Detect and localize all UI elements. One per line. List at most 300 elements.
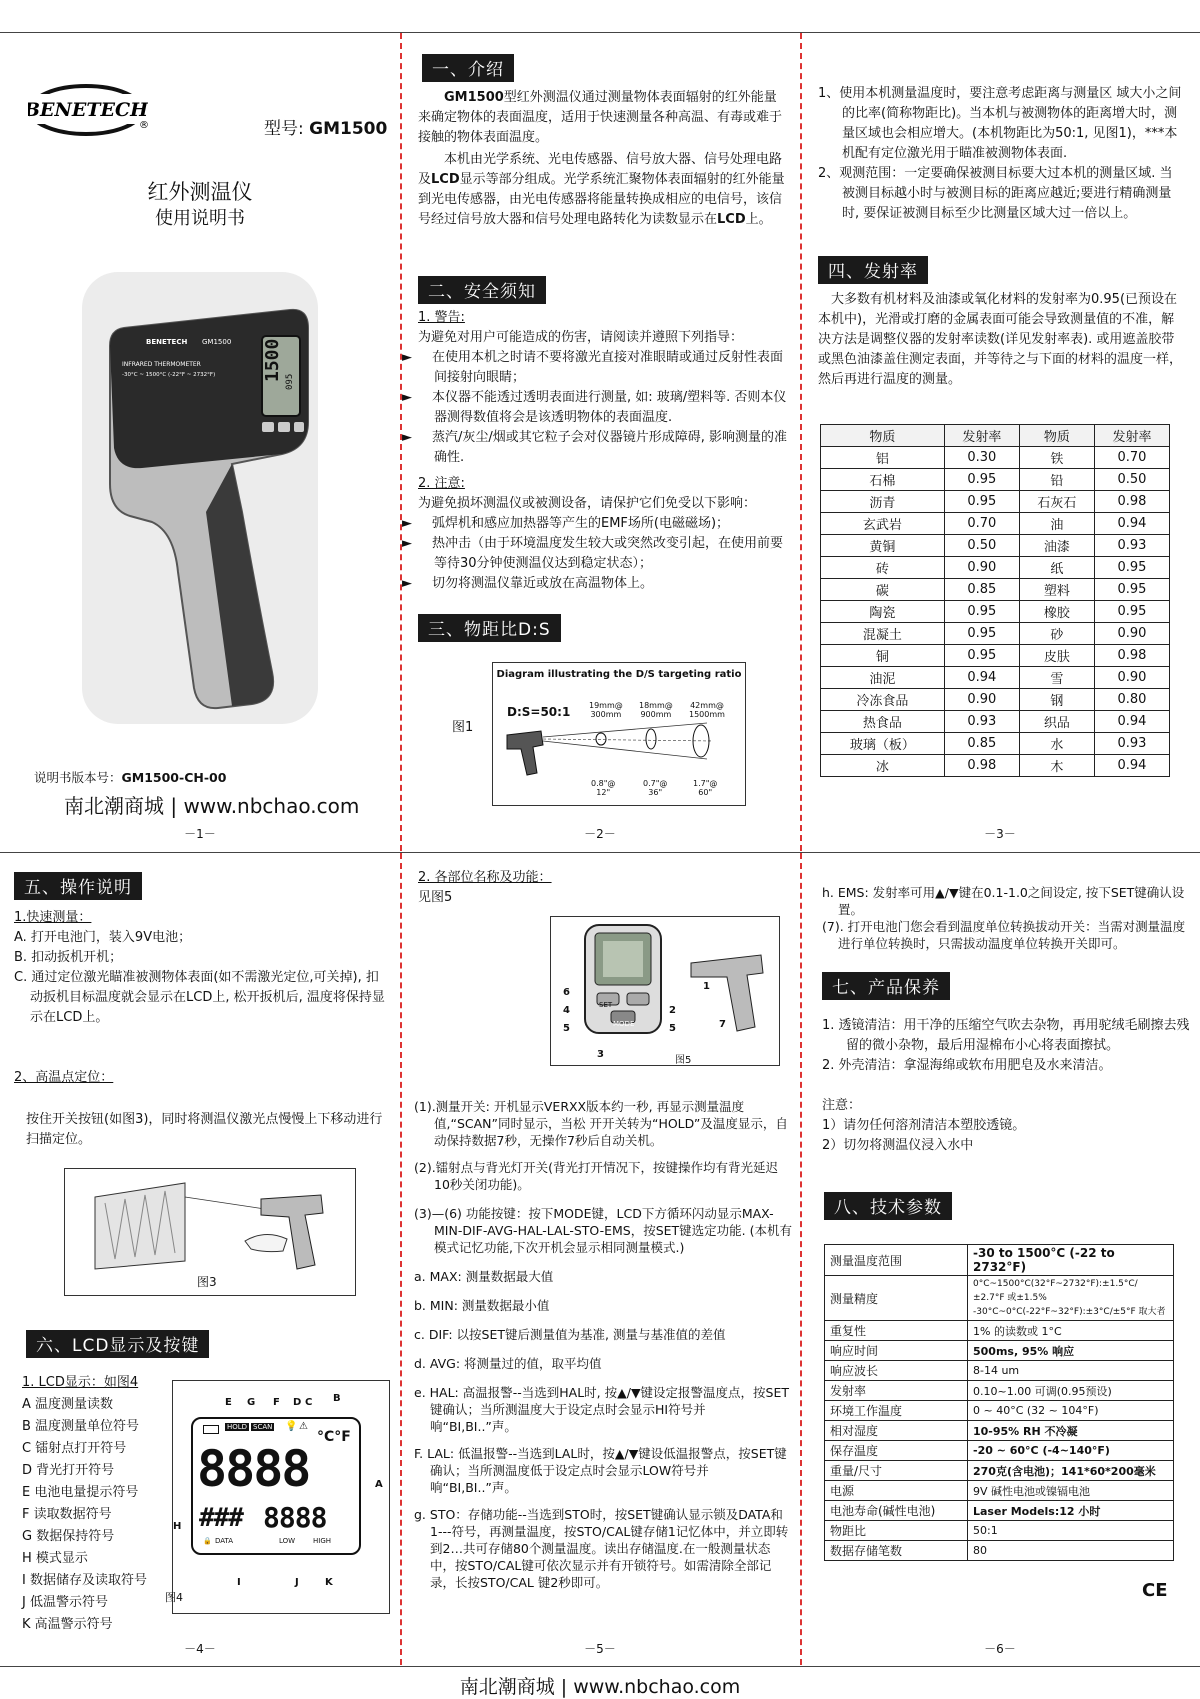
section-lcd-heading: 六、LCD显示及按键 [26,1330,209,1358]
function-item: e. HAL: 高温报警--当选到HAL时, 按▲/▼键设定报警温度点，按SET键确认；当所测温度大于设定点时会显示HI符号并响“BI,BI..”声。 [414,1385,790,1434]
intro-text-2c: 上。 [745,212,772,227]
fig5-callout: 1 [703,981,710,992]
table-cell: 沥青 [821,491,945,513]
spec-label: 发射率 [825,1381,968,1401]
table-cell: 砂 [1019,623,1094,645]
table-header-row [821,425,1170,447]
table-row [825,1245,1174,1276]
lcd-legend-item: F 读取数据符号 [22,1507,112,1522]
lcd-sub-digits: 8888 [263,1501,327,1534]
function-item: F. LAL: 低温报警--当选到LAL时，按▲/▼键设低温报警点，按SET键确认；当所测温度低于设定点时会显示LOW符号并响“BI,BI..”声。 [414,1446,787,1495]
table-row [825,1341,1174,1361]
function-item: g. STO：存储功能--当选到STO时，按SET键确认显示锁及DATA和1---符号，再测量温度，按STO/CAL键存储1记忆体中，并立即转到2…共可存储80个测量温度。读出存储温度.在一般测量状态中，按STO/CAL键可依次显示并有开锁符号。如需清除全部记录，长按STO/CAL 键2秒即可。 [414,1507,789,1590]
function-item: (3)—(6) 功能按键：按下MODE键，LCD下方循环闪动显示MAX-MIN-DIF-AVG-HAL-LAL-STO-EMS，按SET键选定功能. (本机有模式记忆功能,下次开机会显示相同测量模式.) [414,1206,793,1255]
spec-label: 电源 [825,1481,968,1501]
lcd-letter-i: I [237,1577,241,1588]
table-row [825,1401,1174,1421]
table-row [825,1461,1174,1481]
spec-value: 50:1 [968,1521,1174,1541]
high-temp-text: 按住开关按钮(如图3)，同时将测温仪激光点慢慢上下移动进行扫描定位。 [26,1112,383,1147]
spec-value: 9V 碱性电池或镍镉电池 [968,1481,1174,1501]
spec-value: 270克(含电池)；141*60*200毫米 [968,1461,1174,1481]
caution-item: 切勿将测温仪靠近或放在高温物体上。 [432,576,654,591]
arrow-icon: ► [402,536,412,551]
table-cell: 油泥 [821,667,945,689]
lcd-letter-j: J [295,1577,299,1588]
table-cell: 铁 [1019,447,1094,469]
table-cell: 0.95 [1094,601,1169,623]
device-range: -30°C ~ 1500°C (-22°F ~ 2732°F) [122,372,216,378]
table-cell: 0.80 [1094,689,1169,711]
device-photo [82,272,318,724]
table-cell: 皮肤 [1019,645,1094,667]
table-row [821,755,1170,777]
table-cell: 冰 [821,755,945,777]
lcd-legend-item: J 低温警示符号 [22,1595,108,1610]
caution-intro: 为避免损坏测温仪或被测设备，请保护它们免受以下影响： [418,496,757,511]
ds-spot-1-bottom [591,779,615,797]
fig5-label: 图5 [675,1055,692,1066]
table-cell: 热食品 [821,711,945,733]
caution-item: 热冲击（由于环境温度发生较大或突然改变引起，在使用前要等待30分钟使测温仪达到稳定状态）； [432,536,784,571]
lcd-letter-c: C [305,1397,313,1408]
fig5-mode-label: MODE [613,1020,635,1028]
unit-switch-item: (7). 打开电池门您会看到温度单位转换拔动开关：当需对测量温度进行单位转换时，只需拔动温度单位转换开关即可。 [822,919,1186,951]
svg-text:®: ® [139,120,148,131]
ds-label: 42mm@ [690,701,724,710]
table-header: 物质 [821,425,945,447]
attention-item: 2）切勿将测温仪浸入水中 [822,1138,974,1153]
middle-border [0,852,1200,853]
table-cell: 0.90 [944,557,1019,579]
page-number: －3－ [984,827,1016,841]
section-emissivity-heading: 四、发射率 [818,256,928,284]
spec-label: 重复性 [825,1321,968,1341]
battery-icon [203,1425,219,1434]
emissivity-text: 大多数有机材料及油漆或氧化材料的发射率为0.95(已预设在本机中)，光滑或打磨的金属表面可能会导致测量值的不准，解决方法是调整仪器的发射率读数(详见发射率表). 或用遮盖胶带或黑色油漆盖住测定表面，并等待之与下面的材料的温度一样，然后再进行温度的测量。 [818,292,1183,387]
quick-step: A. 打开电池门，装入9V电池； [14,930,192,945]
distance-notes [818,84,1184,224]
arrow-icon: ► [402,430,412,445]
table-cell: 0.90 [944,689,1019,711]
table-cell: 纸 [1019,557,1094,579]
table-cell: 0.98 [944,755,1019,777]
spec-label: 测量温度范围 [825,1245,968,1276]
section-specs-heading: 八、技术参数 [824,1192,952,1220]
table-cell: 0.98 [1094,645,1169,667]
spec-label: 相对湿度 [825,1421,968,1441]
lcd-legend-title: 1. LCD显示：如图4 [22,1375,139,1390]
functions-list [414,1098,792,1591]
table-cell: 0.94 [1094,755,1169,777]
fig3-illustration [64,1168,356,1296]
ds-label: 0.7"@ [643,779,668,788]
model-line [264,114,387,139]
ds-spot-1-top [589,701,623,719]
ce-mark: CE [1142,1580,1168,1601]
ems-item: h. EMS: 发射率可用▲/▼键在0.1-1.0之间设定, 按下SET键确认设置。 [822,885,1185,917]
section-intro-heading: 一、介绍 [422,54,514,82]
table-cell: 陶瓷 [821,601,945,623]
range-note: 2、观测范围：一定要确保被测目标要大过本机的测量区域. 当被测目标越小时与被测目标的距离应越近;要进行精确测量时, 要保证被测目标至少比测量区域大过一倍以上。 [818,166,1173,221]
table-row [821,491,1170,513]
ds-label: 19mm@ [589,701,623,710]
table-cell: 0.94 [944,667,1019,689]
footer-site-link[interactable]: 南北潮商城 | www.nbchao.com [459,1676,741,1698]
lcd-letter-h: H [173,1521,182,1532]
table-cell: 0.95 [944,469,1019,491]
table-cell: 铜 [821,645,945,667]
top-border [0,32,1200,33]
table-row [825,1421,1174,1441]
spec-label: 环境工作温度 [825,1401,968,1421]
section-safety-heading: 二、安全须知 [418,276,546,304]
spec-label: 重量/尺寸 [825,1461,968,1481]
lcd-letter-b: B [333,1393,341,1404]
spec-value: 10-95% RH 不冷凝 [968,1421,1174,1441]
lcd-letter-e: E [225,1397,232,1408]
page-number: －6－ [984,1642,1016,1656]
section-maintenance-heading: 七、产品保养 [822,972,950,1000]
lcd-legend-item: D 背光打开符号 [22,1463,115,1478]
table-cell: 黄铜 [821,535,945,557]
specs-table [824,1244,1174,1561]
spec-value: 0 ~ 40°C (32 ~ 104°F) [968,1401,1174,1421]
lcd-legend-item: A 温度测量读数 [22,1397,114,1412]
spec-label: 数据存储笔数 [825,1541,968,1561]
fig4-lcd-diagram [165,1380,390,1614]
table-header: 发射率 [944,425,1019,447]
brand-logo [28,78,148,144]
fold-line [800,853,802,1665]
data-symbol: DATA [215,1537,234,1545]
backlight-icon: 💡 [285,1421,298,1432]
table-row [825,1441,1174,1461]
quick-step: B. 扣动扳机开机； [14,950,123,965]
fig5-illustration [550,916,780,1066]
lcd-letter-g: G [247,1397,256,1408]
intro-lcd-2: LCD [717,212,746,227]
table-cell: 水 [1019,733,1094,755]
table-header: 发射率 [1094,425,1169,447]
table-cell: 铅 [1019,469,1094,491]
spec-value: 0°C~1500°C(32°F~2732°F):±1.5°C/±2.7°F 或±1.5% -30°C~0°C(-22°F~32°F):±3°C/±5°F 取大者 [968,1276,1174,1321]
table-row [825,1321,1174,1341]
maintenance-item: 2. 外壳清洁：拿湿海绵或软布用肥皂及水来清洁。 [822,1058,1112,1073]
lcd-legend [22,1372,172,1636]
table-row [821,711,1170,733]
caution-block [402,474,790,594]
device-lcd-main: 1500 [262,338,283,382]
bottom-border [0,1666,1200,1667]
scan-symbol: SCAN [253,1423,273,1431]
table-cell: 石棉 [821,469,945,491]
emissivity-table [820,424,1170,777]
warning-block [402,308,790,468]
table-cell: 0.30 [944,447,1019,469]
table-cell: 混凝土 [821,623,945,645]
table-row [821,579,1170,601]
table-row [821,469,1170,491]
brand-text: BENETECH [28,99,148,121]
ds-label: 18mm@ [639,701,673,710]
page-number: －5－ [584,1642,616,1656]
quick-measure-block [14,908,388,1028]
ds-diagram-title: Diagram illustrating the D/S targeting ratio [496,669,742,680]
lcd-letter-d: D [293,1397,302,1408]
table-cell: 橡胶 [1019,601,1094,623]
fold-line [400,853,402,1665]
table-header: 物质 [1019,425,1094,447]
spec-value: 0.10~1.00 可调(0.95预设) [968,1381,1174,1401]
table-cell: 0.95 [1094,579,1169,601]
lcd-letter-f: F [273,1397,280,1408]
distance-note: 1、使用本机测量温度时，要注意考虑距离与测量区 域大小之间的比率(简称物距比)。当本机与被测物体的距离增大时，测量区域也会相应增大。(本机物距比为50:1, 见图1)， [818,86,1182,141]
site-link[interactable]: 南北潮商城 | www.nbchao.com [64,794,360,818]
table-cell: 木 [1019,755,1094,777]
table-row [825,1501,1174,1521]
intro-text-2b: 显示等部分组成。光学系统汇聚物体表面辐射的红外能量到光电传感器，由光电传感器将能量转换成相应的电信号，该信号经过信号放大器和信号处理电路转化为读数显示在 [418,172,785,227]
fig5-callout: 3 [597,1049,604,1060]
spec-label: 响应时间 [825,1341,968,1361]
arrow-icon: ► [402,516,412,531]
lcd-main-digits: 8888 [197,1440,310,1498]
fig1-label: 图1 [452,720,474,735]
device-lcd-sub: 095 [285,373,295,390]
fig5-callout: 4 [563,1005,570,1016]
table-cell: 油 [1019,513,1094,535]
caution-title: 2. 注意: [418,476,465,491]
table-cell: 0.93 [1094,733,1169,755]
table-cell: 碳 [821,579,945,601]
table-row [825,1541,1174,1561]
table-cell: 冷冻食品 [821,689,945,711]
intro-paragraph-1 [418,88,788,148]
table-row [825,1521,1174,1541]
spec-value: 500ms, 95% 响应 [968,1341,1174,1361]
table-cell: 0.93 [944,711,1019,733]
table-cell: 0.85 [944,733,1019,755]
table-cell: 0.85 [944,579,1019,601]
intro-text-1: 型红外测温仪通过测量物体表面辐射的红外能量来确定物体的表面温度，适用于快速测量各种高温、有毒或难于接触的物体表面温度。 [418,90,783,145]
fold-line [800,33,802,851]
page-number: －1－ [184,827,216,841]
ds-spot-3-top [689,701,725,719]
table-cell: 砖 [821,557,945,579]
quick-measure-title: 1.快速测量： [14,910,92,925]
section-ds-heading: 三、物距比D:S [418,614,561,642]
lcd-mode-chars: ### [199,1503,243,1533]
lcd-legend-item: K 高温警示符号 [22,1617,113,1632]
ds-spot-2-top [639,701,673,719]
high-temp-title: 2、高温点定位： [14,1070,114,1085]
unit-symbol: °C°F [317,1429,351,1445]
lcd-legend-item: H 模式显示 [22,1551,88,1566]
product-title: 红外测温仪 [147,180,253,204]
table-cell: 0.95 [944,491,1019,513]
ds-label: 1.7"@ [693,779,718,788]
table-cell: 0.95 [1094,557,1169,579]
table-cell: 0.94 [1094,513,1169,535]
version-value: GM1500-CH-00 [121,770,227,785]
lcd-legend-item: B 温度测量单位符号 [22,1419,140,1434]
table-cell: 0.70 [944,513,1019,535]
table-cell: 玻璃（板） [821,733,945,755]
fig5-callout: 2 [669,1005,676,1016]
table-cell: 雪 [1019,667,1094,689]
table-cell: 塑料 [1019,579,1094,601]
function-item: (1).测量开关: 开机显示VERXX版本约一秒, 再显示测量温度值,“SCAN”同时显示，当松 开开关转为“HOLD”及温度显示，自动保持数据7秒，无操作7秒后自动关机。 [414,1099,788,1148]
caution-item: 弧焊机和感应加热器等产生的EMF场所(电磁磁场)； [432,516,730,531]
table-cell: 0.90 [1094,623,1169,645]
table-cell: 织品 [1019,711,1094,733]
table-cell: 0.98 [1094,491,1169,513]
see-fig5: 见图5 [418,890,453,905]
parts-title: 2. 各部位名称及功能： [418,870,552,885]
table-cell: 铝 [821,447,945,469]
spec-value: -30 to 1500°C (-22 to 2732°F) [968,1245,1174,1276]
low-alarm-symbol: LOW [279,1537,296,1545]
table-row [821,623,1170,645]
table-row [821,535,1170,557]
table-row [821,689,1170,711]
warning-item: 在使用本机之时请不要将激光直接对准眼睛或通过反射性表面间接射向眼睛； [432,350,784,385]
intro-lcd: LCD [431,172,460,187]
maintenance-list [822,1016,1194,1076]
laser-icon: ⚠ [299,1421,308,1432]
spec-value: 1% 的读数或 1°C [968,1321,1174,1341]
table-cell: 0.95 [944,601,1019,623]
table-cell: 0.93 [1094,535,1169,557]
device-model: GM1500 [202,338,232,346]
intro-model: GM1500 [444,90,504,105]
manual-version [34,768,226,786]
spec-value: 8-14 um [968,1361,1174,1381]
table-row [821,733,1170,755]
device-brand: BENETECH [146,338,188,346]
attention-block [822,1096,1025,1156]
arrow-icon: ► [402,576,412,591]
function-item: a. MAX: 测量数据最大值 [414,1269,554,1284]
spec-value: -20 ~ 60°C (-4~140°F) [968,1441,1174,1461]
page-number: －4－ [184,1642,216,1656]
spec-label: 测量精度 [825,1276,968,1321]
intro-text-2a: 本机由光学系统、光电传感器、信号放大器、信号处理电路及 [418,152,783,187]
spec-label: 响应波长 [825,1361,968,1381]
table-row [821,513,1170,535]
model-label: 型号: [264,119,304,139]
version-label: 说明书版本号： [34,770,122,785]
lock-icon: 🔒 [203,1537,212,1545]
ds-label: 60" [698,788,713,797]
table-cell: 0.50 [944,535,1019,557]
warning-title: 1. 警告: [418,310,465,325]
fig4-label: 图4 [165,1591,183,1604]
ds-diagram [492,662,746,806]
maintenance-item: 1. 透镜清洁：用干净的压缩空气吹去杂物，再用驼绒毛刷擦去残留的微小杂物，最后用湿棉布小心将表面擦拭。 [822,1018,1190,1053]
table-cell: 0.95 [944,645,1019,667]
table-row [825,1276,1174,1321]
lcd-legend-item: C 镭射点打开符号 [22,1441,127,1456]
ds-spot-3-bottom [693,779,717,797]
device-name: INFRARED THERMOMETER [122,361,201,368]
ds-label: 900mm [640,710,672,719]
lcd-legend-item: I 数据储存及读取符号 [22,1573,147,1588]
function-item: c. DIF: 以按SET键后测量值为基准, 测量与基准值的差值 [414,1327,726,1342]
fig5-set-label: SET [599,1001,613,1009]
table-row [825,1361,1174,1381]
lcd-letter-a: A [375,1479,383,1490]
table-cell: 0.90 [1094,667,1169,689]
table-cell: 石灰石 [1019,491,1094,513]
model-number: GM1500 [309,119,388,139]
lcd-screen [191,1417,361,1555]
spec-label: 电池寿命(碱性电池) [825,1501,968,1521]
fig5-callout: 7 [719,1019,726,1030]
spec-label: 保存温度 [825,1441,968,1461]
warning-intro: 为避免对用户可能造成的伤害，请阅读并遵照下列指导： [418,330,744,345]
table-row [821,447,1170,469]
lcd-letter-k: K [325,1577,333,1588]
table-cell: 玄武岩 [821,513,945,535]
table-cell: 油漆 [1019,535,1094,557]
table-row [821,645,1170,667]
attention-item: 1）请勿任何溶剂清洁本塑胶透镜。 [822,1118,1026,1133]
ds-label: 0.8"@ [591,779,616,788]
page-number: －2－ [584,827,616,841]
arrow-icon: ► [402,350,412,365]
table-cell: 0.94 [1094,711,1169,733]
product-subtitle: 使用说明书 [155,208,245,229]
function-item: d. AVG: 将测量过的值，取平均值 [414,1356,602,1371]
ds-label: 300mm [590,710,622,719]
table-row [825,1481,1174,1501]
ds-label: 12" [596,788,611,797]
high-alarm-symbol: HIGH [313,1537,332,1545]
table-cell: 0.70 [1094,447,1169,469]
function-item: b. MIN: 测量数据最小值 [414,1298,550,1313]
ds-ratio: D:S=50:1 [507,705,571,719]
ds-spot-2-bottom [643,779,667,797]
lcd-legend-item: G 数据保持符号 [22,1529,115,1544]
fig5-callout: 6 [563,987,570,998]
table-cell: 0.50 [1094,469,1169,491]
fig3-label: 图3 [197,1275,217,1289]
table-row [821,557,1170,579]
spec-value: 80 [968,1541,1174,1561]
table-row [821,667,1170,689]
warning-item: 蒸汽/灰尘/烟或其它粒子会对仪器镜片形成障碍, 影响测量的准确性. [432,430,788,465]
table-cell: 0.95 [944,623,1019,645]
quick-step: C. 通过定位激光瞄准被测物体表面(如不需激光定位,可关掉), 扣动扳机目标温度就会显示在LCD上, 松开扳机后, 温度将保持显示在LCD上。 [14,970,385,1025]
laser-note: ***本机配有定位激光用于瞄准被测物体表面. [842,126,1178,161]
table-cell: 钢 [1019,689,1094,711]
section-operation-heading: 五、操作说明 [14,872,142,900]
ds-label: 36" [648,788,663,797]
ds-label: 1500mm [689,710,725,719]
spec-label: 物距比 [825,1521,968,1541]
table-row [825,1381,1174,1401]
attention-title: 注意： [822,1098,862,1113]
hold-symbol: HOLD [227,1423,248,1431]
warning-item: 本仪器不能透过透明表面进行测量, 如: 玻璃/塑料等. 否则本仪器测得数值将会是该透明物体的表面温度. [432,390,787,425]
lcd-legend-item: E 电池电量提示符号 [22,1485,139,1500]
fig5-callout: 5 [563,1023,570,1034]
arrow-icon: ► [402,390,412,405]
ems-notes [822,884,1194,952]
fig5-callout: 5 [669,1023,676,1034]
spec-value: Laser Models:12 小时 [968,1501,1174,1521]
